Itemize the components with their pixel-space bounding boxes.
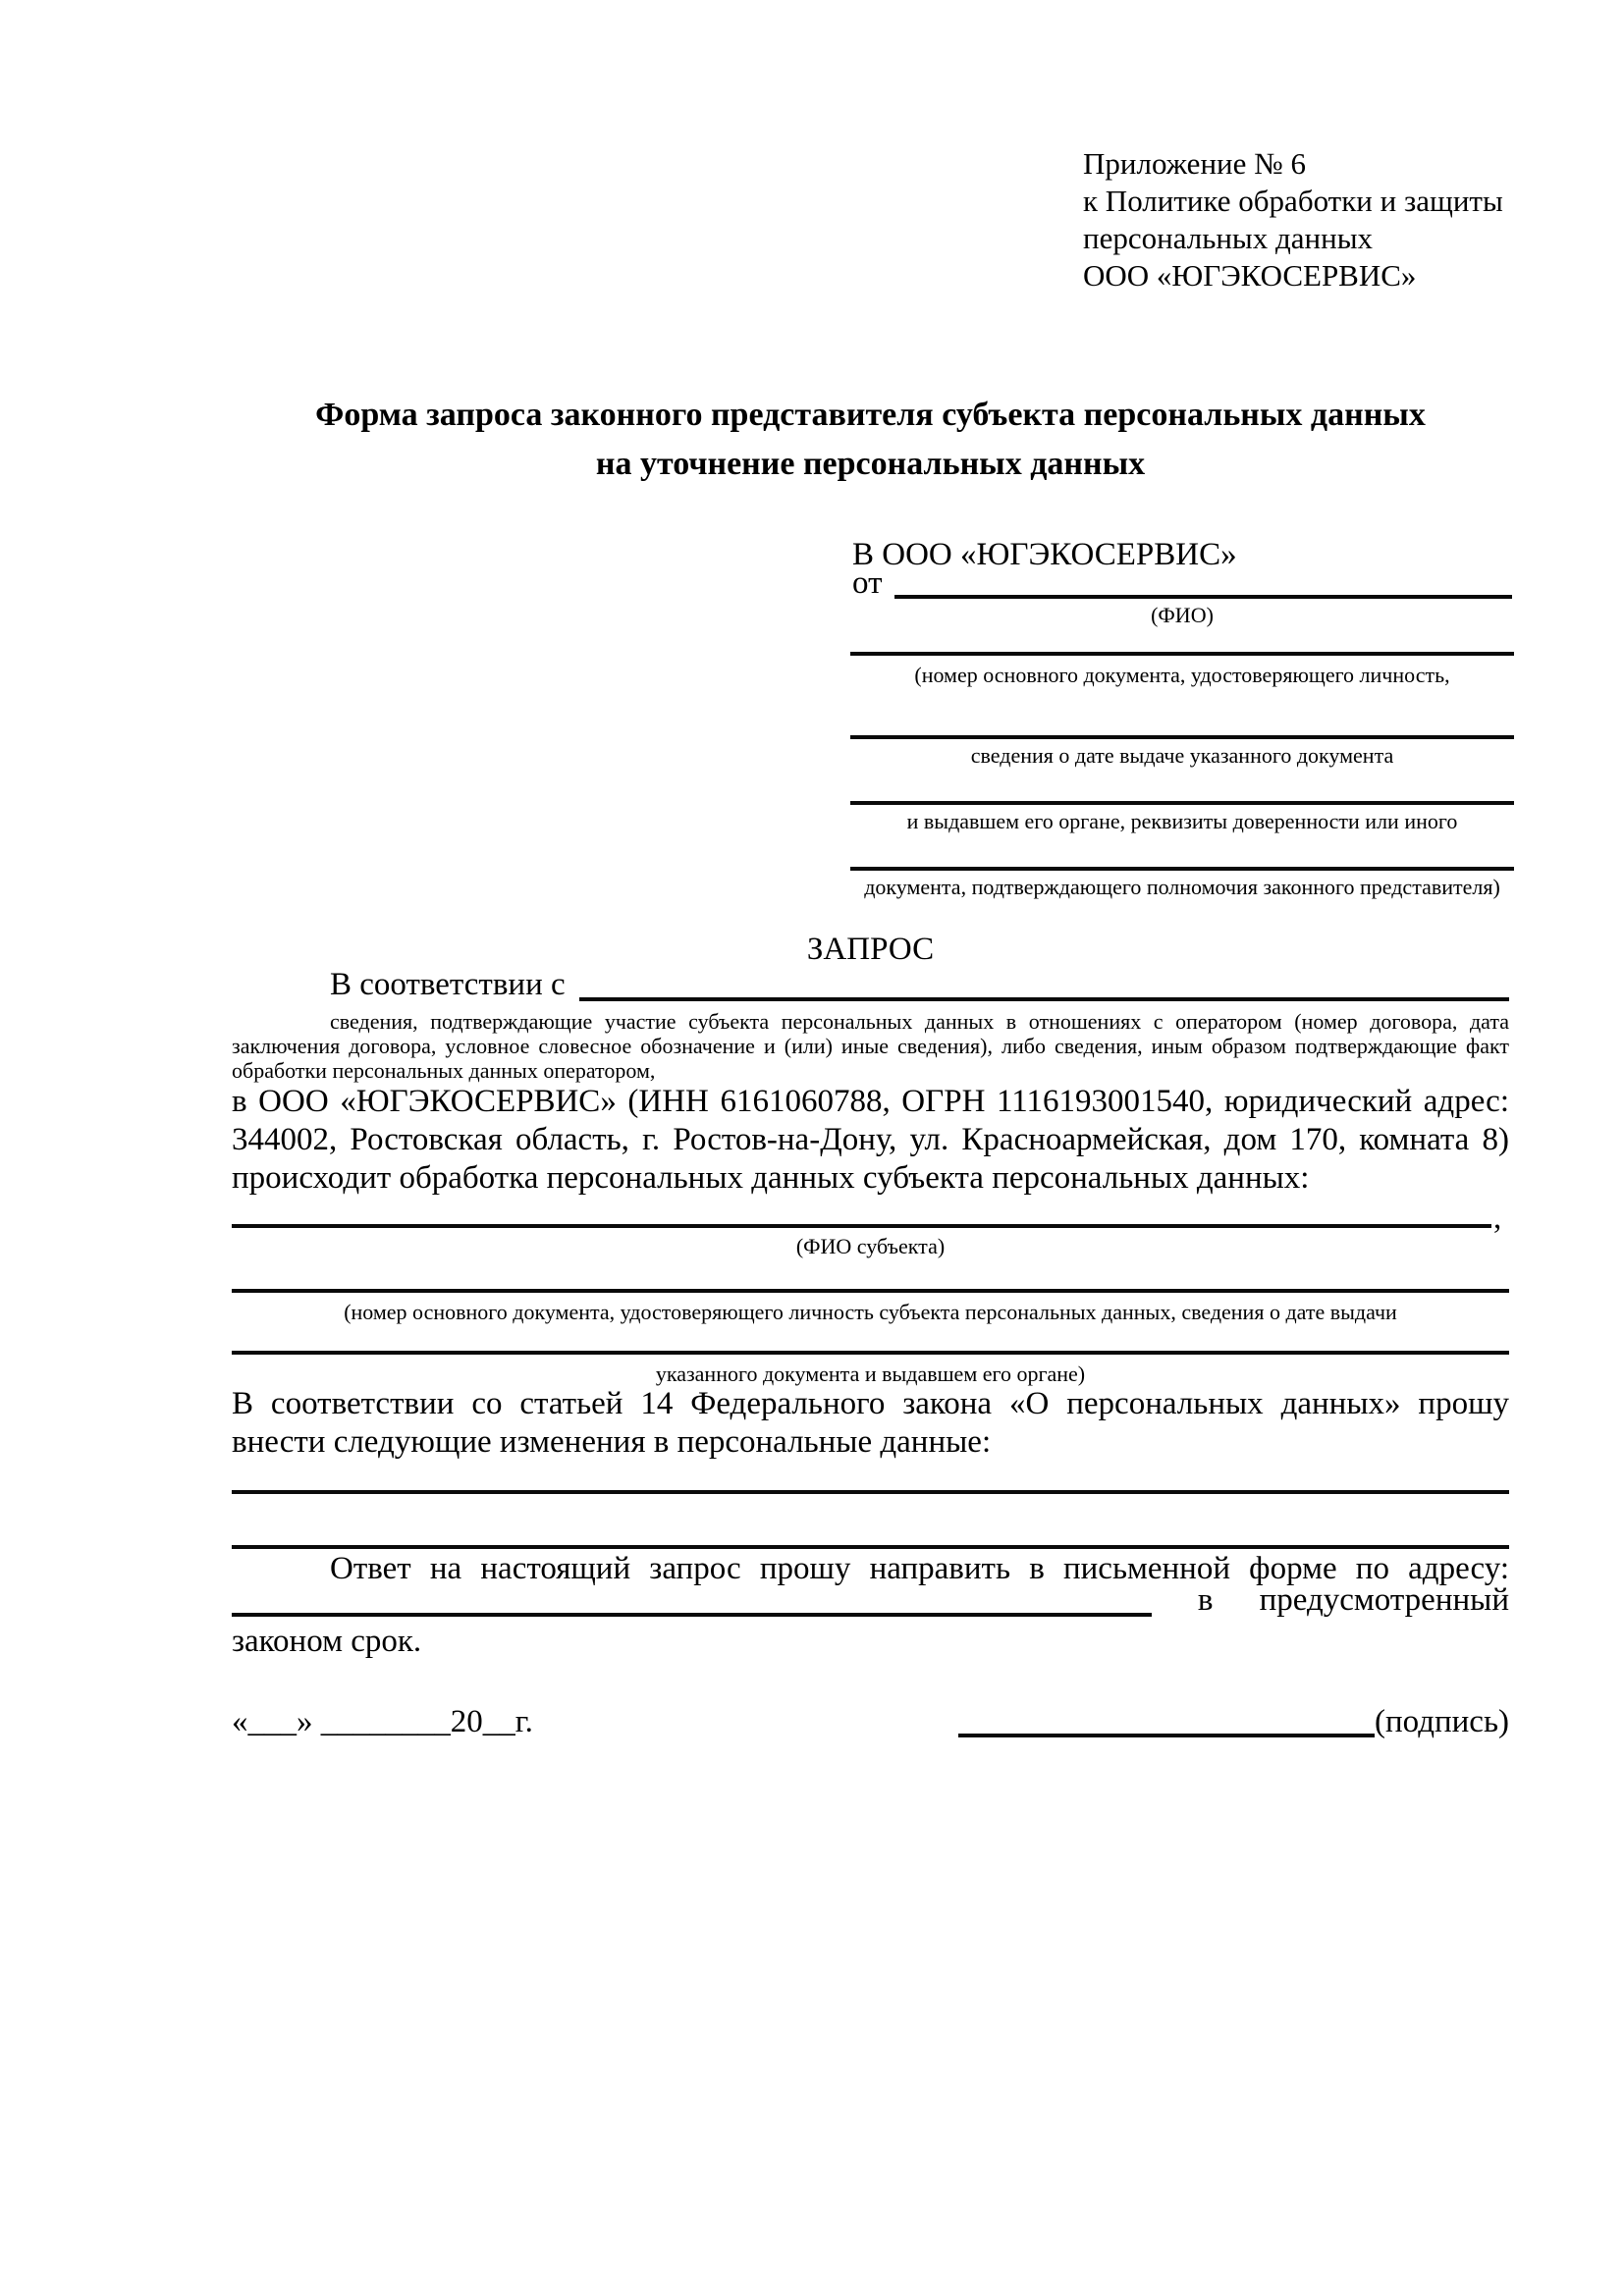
intro-label: В соответствии с xyxy=(330,967,566,1002)
answer-word-predusmotrenny: предусмотренный xyxy=(1259,1582,1509,1618)
blank-line xyxy=(850,867,1514,871)
changes-blank-line xyxy=(232,1490,1509,1494)
blank-caption: сведения о дате выдаче указанного документа xyxy=(970,743,1394,768)
blank-caption: (номер основного документа, удостоверяющего личность, xyxy=(914,663,1450,687)
footnote-line: сведения, подтверждающие участие субъекта персональных данных в отношениях с оператором (номер договора, дата xyxy=(330,1009,1509,1034)
answer-closing-line: законом срок. xyxy=(232,1624,422,1659)
law-paragraph xyxy=(232,1385,1509,1462)
intro-row xyxy=(232,968,1509,1001)
fio-subject-caption: (ФИО субъекта) xyxy=(795,1234,946,1258)
signature-blank-line xyxy=(958,1734,1375,1737)
subject-name-blank-line xyxy=(232,1224,1491,1228)
form-title-line: Форма запроса законного представителя субъекта персональных данных xyxy=(315,397,1426,433)
intro-blank-line xyxy=(579,997,1509,1001)
changes-blank-line xyxy=(232,1545,1509,1549)
form-title-line: на уточнение персональных данных xyxy=(595,446,1146,482)
answer-paragraph-line: Ответ на настоящий запрос прошу направить в письменной форме по адресу: xyxy=(330,1551,1509,1586)
from-label: от xyxy=(852,565,883,601)
subject-doc-caption: (номер основного документа, удостоверяющего личность субъекта персональных данных, сведения о дате выдачи xyxy=(344,1300,1397,1324)
annex-line: Приложение № 6 xyxy=(1083,146,1306,181)
law-paragraph-line: В соответствии со статьей 14 Федерального закона «О персональных данных» прошу xyxy=(232,1386,1509,1421)
addressee-to: В ООО «ЮГЭКОСЕРВИС» xyxy=(852,537,1237,572)
subject-doc-blank-line xyxy=(232,1289,1509,1293)
signature-row xyxy=(232,1706,1509,1737)
blank-line xyxy=(850,652,1514,656)
request-heading: ЗАПРОС xyxy=(806,932,935,967)
signature-caption: (подпись) xyxy=(1375,1704,1509,1739)
blank-caption: документа, подтверждающего полномочия законного представителя) xyxy=(864,875,1500,899)
blank-caption: и выдавшем его органе, реквизиты доверенности или иного xyxy=(906,809,1458,833)
address-blank-line xyxy=(232,1613,1152,1617)
fio-caption: (ФИО) xyxy=(1151,603,1214,627)
date-line: «___» ________20__г. xyxy=(232,1704,533,1739)
footnote-line: заключения договора, условное словесное обозначение и (или) иные сведения), либо сведения, иным образом подтверждающие факт xyxy=(232,1034,1509,1058)
annex-line: к Политике обработки и защиты xyxy=(1083,184,1503,218)
annex-line: ООО «ЮГЭКОСЕРВИС» xyxy=(1083,258,1417,293)
blank-line xyxy=(850,735,1514,739)
footnote-paragraph xyxy=(232,1009,1509,1083)
footnote-line: обработки персональных данных оператором, xyxy=(232,1058,656,1083)
operator-paragraph-line: в ООО «ЮГЭКОСЕРВИС» (ИНН 6161060788, ОГРН 1116193001540, юридический адрес: xyxy=(232,1084,1509,1119)
blank-line xyxy=(850,801,1514,805)
form-title xyxy=(232,391,1509,489)
answer-address-row xyxy=(232,1583,1509,1617)
annex-line: персональных данных xyxy=(1083,221,1374,255)
trailing-comma: , xyxy=(1493,1201,1502,1236)
subject-doc-blank-line xyxy=(232,1351,1509,1355)
law-paragraph-line: внести следующие изменения в персональные данные: xyxy=(232,1424,992,1460)
answer-word-v: в xyxy=(1197,1582,1214,1618)
from-row xyxy=(852,567,1512,599)
annex-block xyxy=(1083,145,1503,294)
operator-paragraph-line: происходит обработка персональных данных субъекта персональных данных: xyxy=(232,1160,1310,1196)
operator-paragraph-line: 344002, Ростовская область, г. Ростов-на-Дону, ул. Красноармейская, дом 170, комната 8) xyxy=(232,1122,1509,1157)
signature-group xyxy=(958,1706,1509,1737)
from-blank-line xyxy=(894,595,1513,599)
subject-doc-caption: указанного документа и выдавшем его органе) xyxy=(655,1362,1086,1386)
operator-paragraph xyxy=(232,1083,1509,1198)
